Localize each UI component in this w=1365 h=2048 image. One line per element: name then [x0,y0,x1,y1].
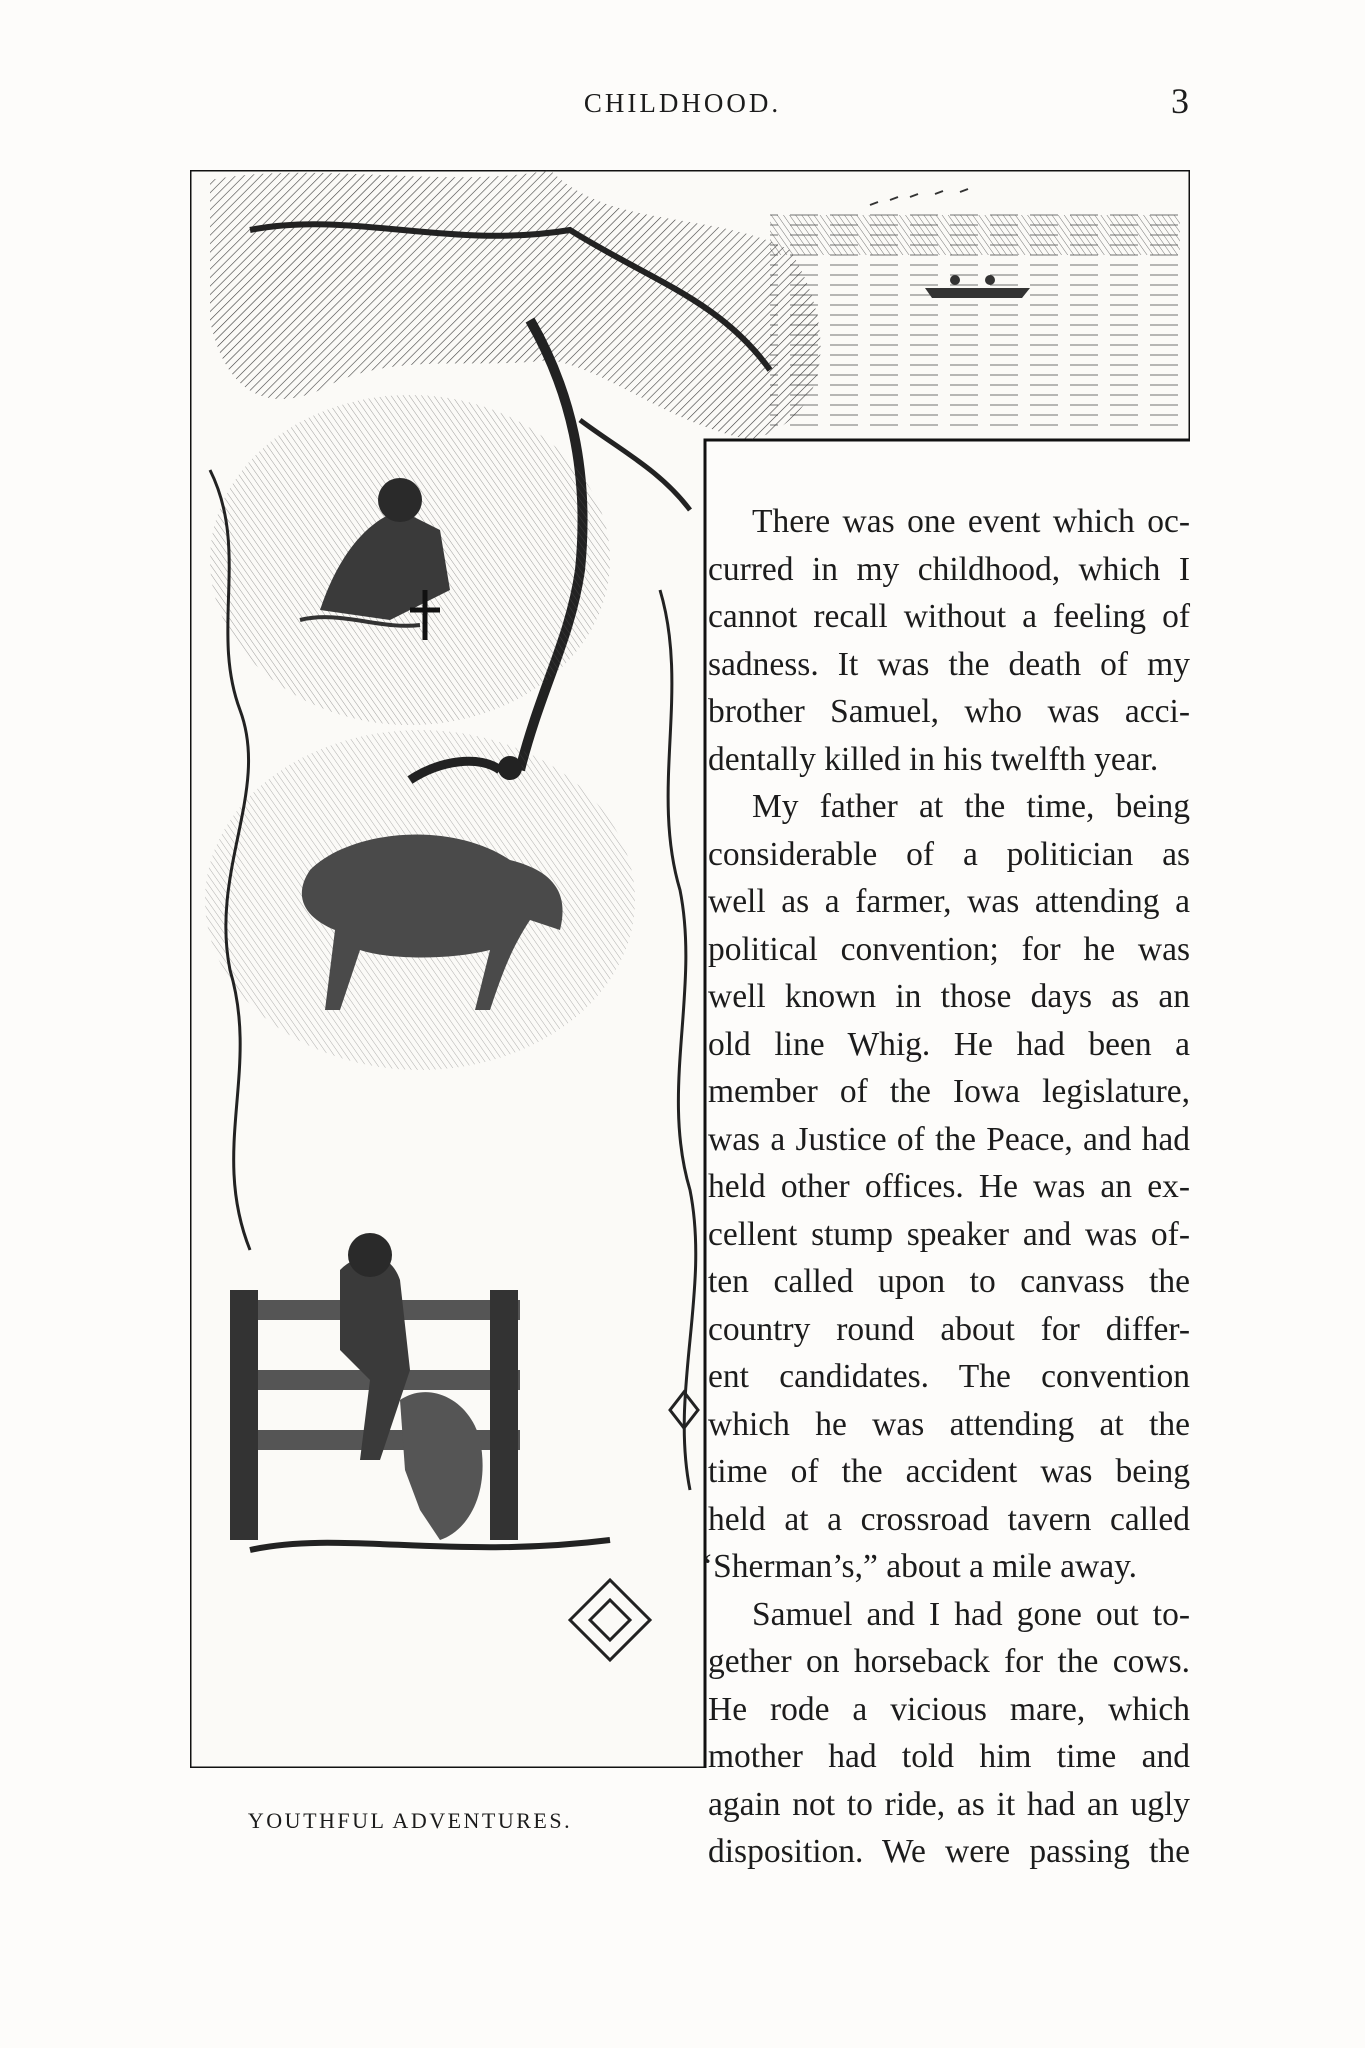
text-line: gether on horseback for the cows. [708,1643,1190,1680]
text-line: well as a farmer, was attending a [708,883,1190,920]
running-head [0,80,1365,130]
text-line: He rode a vicious mare, which [708,1690,1190,1728]
text-line: which he was attending at the [708,1405,1190,1443]
figure-caption: YOUTHFUL ADVENTURES. [247,1808,573,1833]
page-number: 3 [1171,81,1189,121]
text-line: sadness. It was the death of my [708,645,1190,683]
text-line: My father at the time, being [752,788,1190,825]
running-title: CHILDHOOD. [583,88,782,118]
text-line: held other offices. He was an ex- [708,1168,1190,1205]
text-line: country round about for differ- [708,1310,1190,1348]
far-shore [770,215,1180,255]
canoe [925,288,1030,298]
paragraph [702,783,1190,1591]
text-line: well known in those days as an [708,978,1190,1015]
text-line: brother Samuel, who was acci- [708,693,1190,730]
text-line: ten called upon to canvass the [708,1263,1190,1300]
text-line: time of the accident was being [708,1453,1190,1490]
text-line: mother had told him time and [708,1738,1190,1775]
text-line: cellent stump speaker and was of- [708,1215,1190,1253]
text-line: ent candidates. The convention [708,1358,1190,1395]
text-line: curred in my childhood, which I [708,550,1190,588]
text-line: dentally killed in his twelfth year. [708,740,1159,778]
text-line: held at a crossroad tavern called [708,1500,1190,1538]
text-line: old line Whig. He had been a [708,1025,1190,1063]
text-line: Samuel and I had gone out to- [752,1595,1190,1633]
text-line: ‘Sherman’s,” about a mile away. [702,1548,1138,1585]
text-line: political convention; for he was [708,930,1190,968]
paragraph [708,498,1190,783]
text-line: cannot recall without a feeling of [708,598,1190,635]
fence-post-right [490,1290,518,1540]
paragraph [708,1591,1190,1876]
text-line: considerable of a politician as [708,835,1190,873]
text-line: was a Justice of the Peace, and had [708,1120,1190,1158]
text-line: There was one event which oc- [752,503,1190,540]
fence-post-left [230,1290,258,1540]
body-text [702,498,1190,1876]
text-line: again not to ride, as it had an ugly [708,1785,1190,1823]
text-line: disposition. We were passing the [708,1833,1190,1870]
text-line: member of the Iowa legislature, [708,1073,1190,1110]
